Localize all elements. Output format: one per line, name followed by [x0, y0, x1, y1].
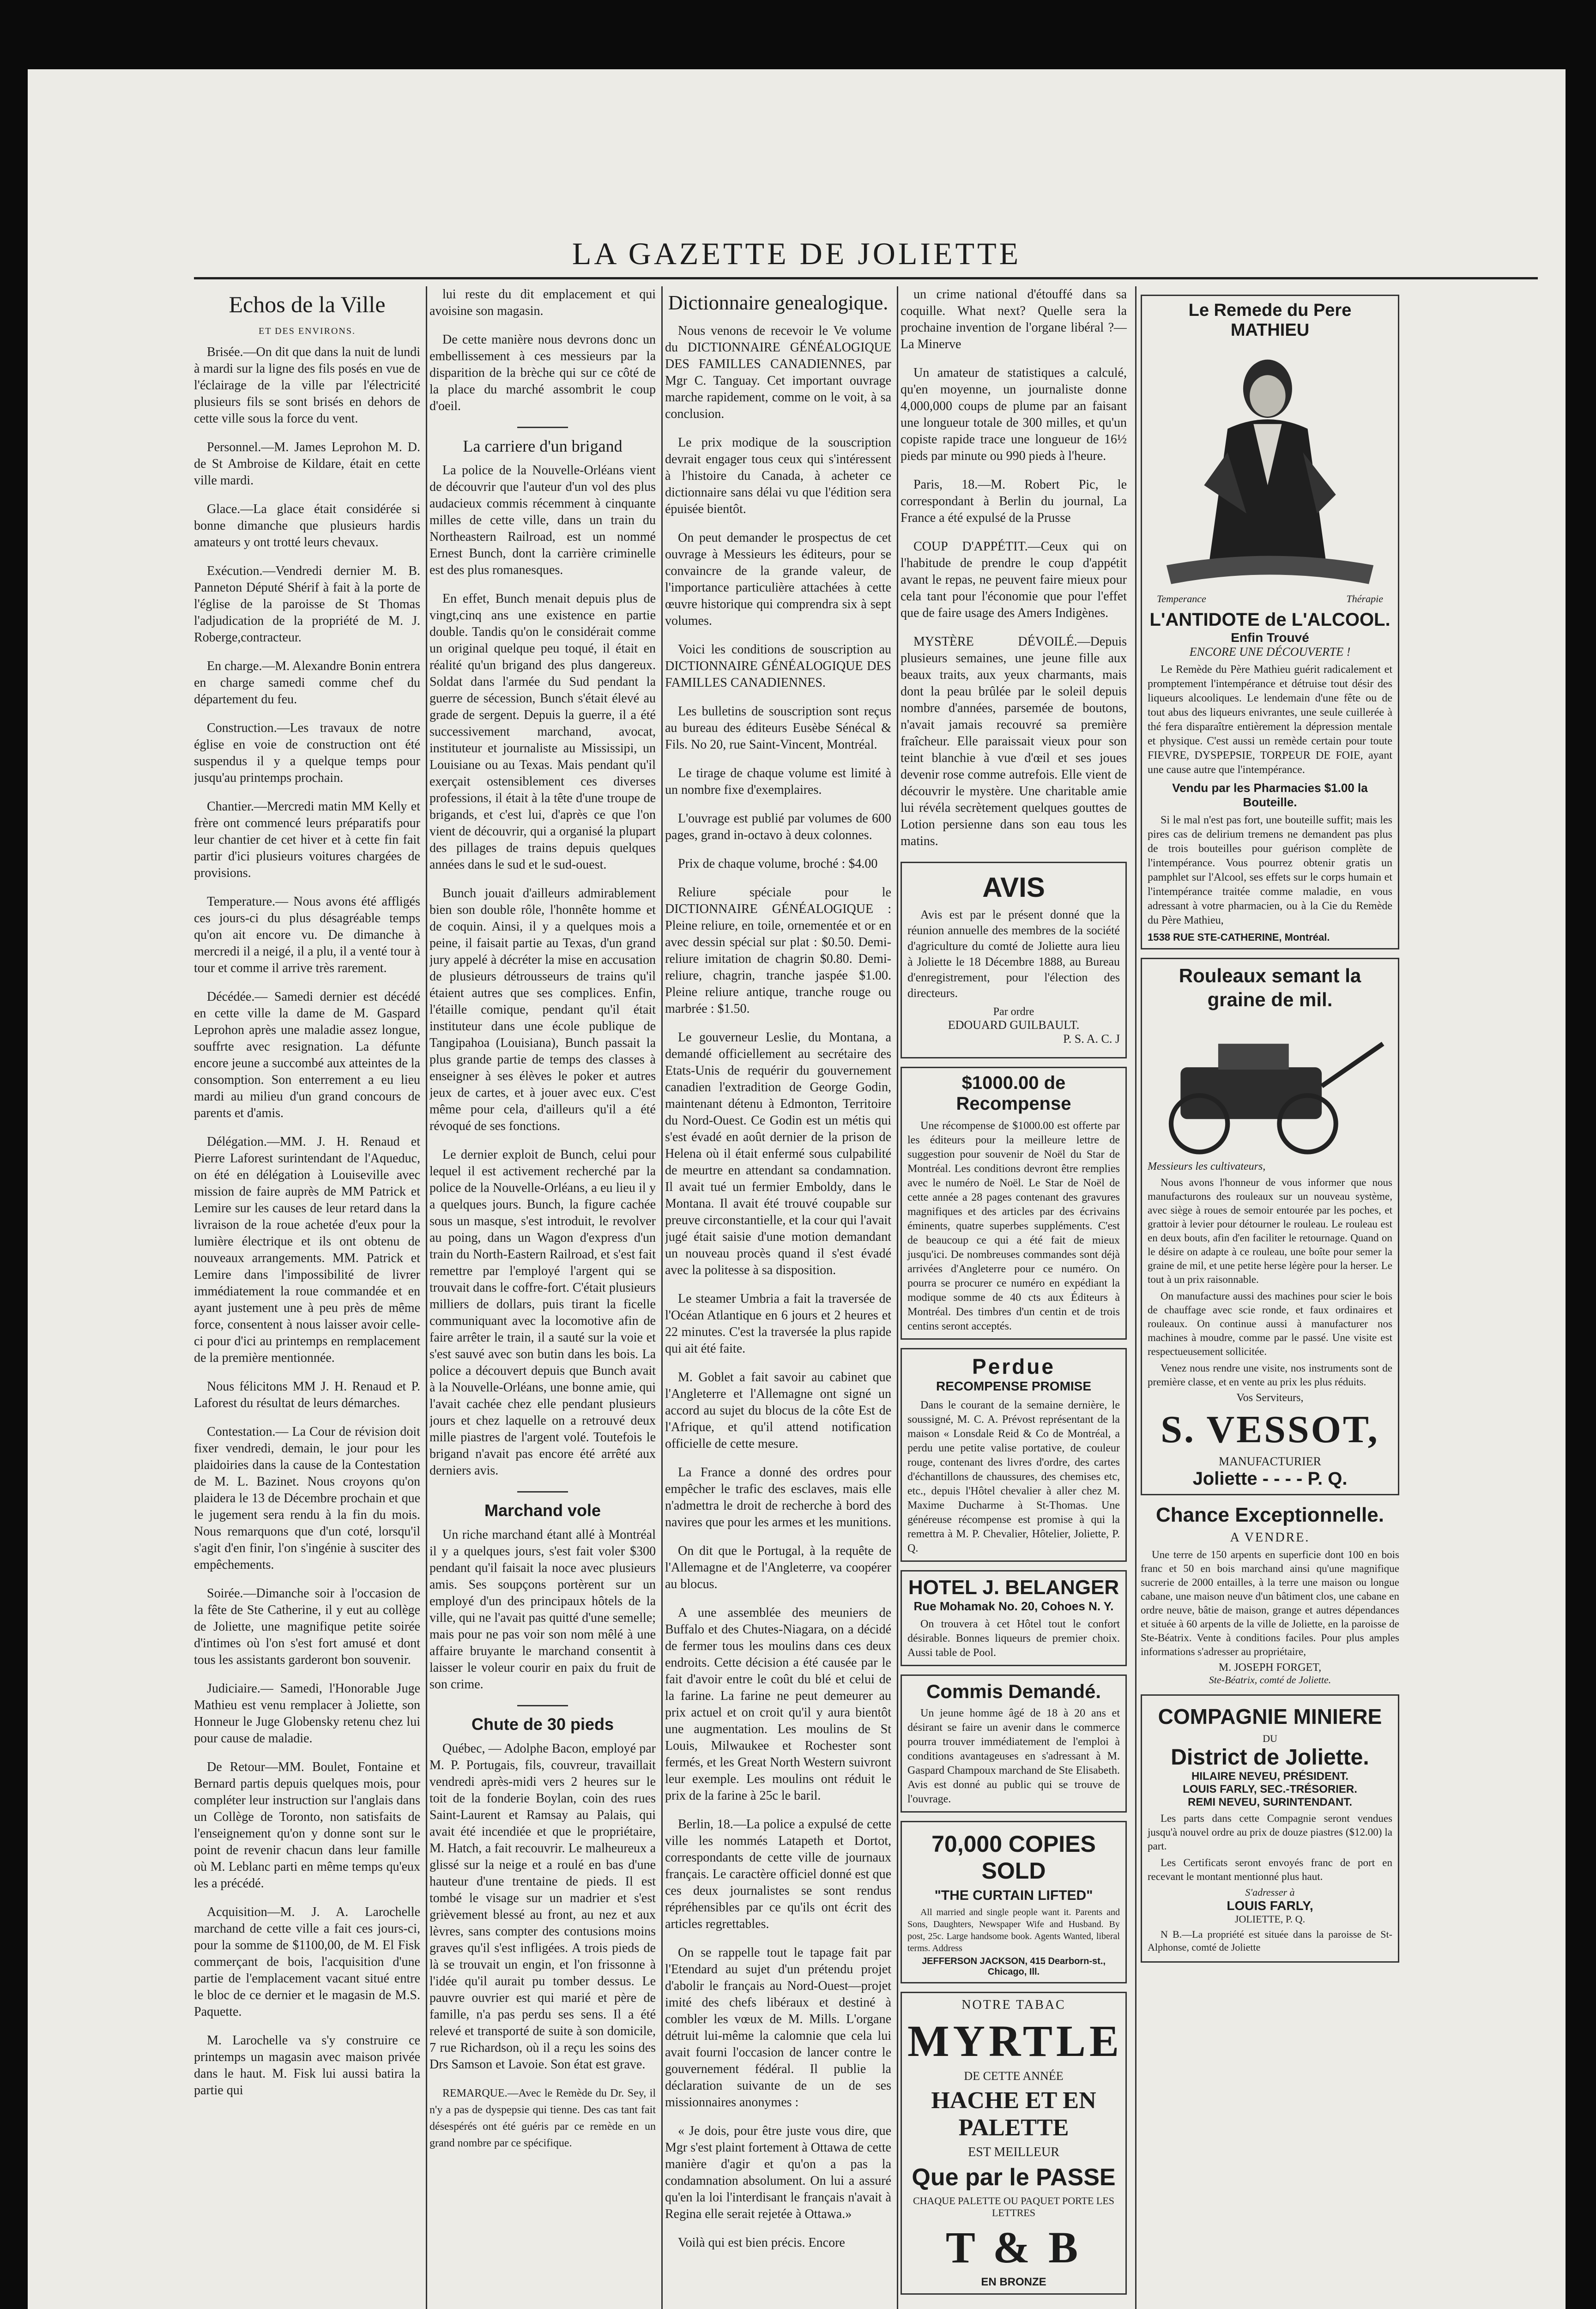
column4-top-paragraphs [901, 286, 1127, 850]
article-paragraph: Les bulletins de souscription sont reçus au bureau des éditeurs Eusèbe Sénécal & Fils. No 20, rue Saint-Vincent, Montréal. [665, 704, 891, 752]
hotel-address: Rue Mohamak No. 20, Cohoes N. Y. [913, 1599, 1114, 1613]
column-5-ads [1141, 286, 1399, 1971]
perdue-text: Dans le courant de la semaine dernière, le soussigné, M. C. A. Prévost représentant de la maison « Lonsdale Reid & Co de Montréal, a perdu une petite valise portative, de couleur rouge, contenant des livres d'ordre, des cartes d'échantillons de chaussures, des chemises etc, etc., depuis l'Hôtel chevalier à aller chez M. Maxime Ducharme à St-Thomas. Une généreuse récompense est promise à qui la remettra à M. P. Chevalier, Hôtelier, Joliette, P. Q. [907, 1399, 1120, 1554]
article-paragraph: Voilà qui est bien précis. Encore [678, 2236, 845, 2250]
tabac-meilleur: EST MEILLEUR [968, 2145, 1059, 2159]
recompense-text: Une récompense de $1000.00 est offerte par les éditeurs pour la meilleure lettre de suggestion pour souvenir de Noël du Star de Montréal. Les conditions devront être remplies avec le numéro de Noël. Le Star de Noël de cette année a 28 pages contenant des gravures magnifiques et des articles par des écrivains éminents, quatre superbes suppléments. C'est de beaucoup ce qui a été fait de mieux jusqu'ici. De nombreuses commandes sont déjà arrivées d'Angleterre pour ce numéro. On pourra se procurer ce numéro en expédiant la modique somme de 40 cts aux Éditeurs à Montréal. Des timbres d'un centin et de trois centins seront acceptés. [907, 1120, 1120, 1332]
column-2 [429, 286, 656, 2164]
tabac-name: MYRTLE [907, 2016, 1123, 2066]
parts-text: Les parts dans cette Compagnie seront vendues jusqu'à nouvel ordre au prix de douze piastres ($12.00) la part. [1148, 1812, 1392, 1852]
column-3 [665, 286, 891, 2263]
vendre-forget-place: Ste-Béatrix, comté de Joliette. [1209, 1674, 1331, 1686]
remede-box [1141, 295, 1399, 949]
commis-title: Commis Demandé. [926, 1680, 1101, 1702]
copies-subtitle: "THE CURTAIN LIFTED" [934, 1888, 1093, 1903]
echo-paragraph: Personnel.—M. James Leprohon M. D. de St Ambroise de Kildare, était en cette ville mardi. [194, 440, 420, 488]
echo-paragraph: Exécution.—Vendredi dernier M. B. Panneton Député Shérif à fait à la porte de l'église de la paroisse de St Thomas l'adjudication de la propriété de M. J. Roberge,contracteur. [194, 564, 420, 645]
rouleaux-text-2: On manufacture aussi des machines pour scier le bois de chauffage avec scie ronde, et faux ordinaires et rouleaux. On continue aussi à manufacturer nos machines à moudre, comme par le passé. Une visite est respectueusement sollicitée. [1148, 1290, 1392, 1357]
rouleaux-text-3: Venez nous rendre une visite, nos instruments sont de première classe, et en vente au prix les plus réduits. [1148, 1362, 1392, 1388]
avis-text: Avis est par le présent donné que la réunion annuelle des membres de la société d'agriculture du comté de Joliette aura lieu à Joliette le 18 Décembre 1888, au Bureau d'enregistrement, pour l'élection des directeurs. [907, 908, 1120, 1000]
hotel-title: HOTEL J. BELANGER [908, 1576, 1119, 1599]
article-paragraph: De cette manière nous devrons donc un embellissement à ces messieurs par la disparition de la brèche qui sur ce côté de la place du marché assombrit le coup d'oeil. [429, 332, 656, 413]
article-paragraph: « Je dois, pour être juste vous dire, que Mgr s'est plaint fortement à Ottawa de cette manière d'agir et qu'on a pas la condamnation absolument. On lui a assuré qu'en la loi l'interdisant le français n'avait à Regina elle serait rejetée à Ottawa.» [665, 2124, 891, 2221]
nb-text: N B.—La propriété est située dans la paroisse de St-Alphonse, comté de Joliette [1148, 1928, 1392, 1953]
article-paragraph: Québec, — Adolphe Bacon, employé par M. P. Portugais, fils, couvreur, travaillait vendredi après-midi vers 2 heures sur le toit de la fonderie Boylan, coin des rues Saint-Laurent et Ramsay au Palais, qui avait été incendiée et que le propriétaire, M. Hatch, a fait recouvrir. Le malheureux a glissé sur la neige et a roulé en bas d'une hauteur d'une trentaine de pieds. Il est tombé le visage sur un madrier et s'est grièvement blessé au front, au nez et aux lèvres, sans compter des contusions moins graves qu'il s'est infligées. A trois pieds de là se trouvait un engin, et l'on frissonne à l'idée qu'il aurait pu tomber dessus. Le pauvre ouvrier est qui marié et père de famille, n'a pas perdu ses sens. Il a été relevé et transporté de suite à son domicile, 7 rue Richardson, où il a reçu les soins des Drs Samson et Lavoie. Son état est grave. [429, 1741, 656, 2072]
chute-paragraphs [429, 1741, 656, 2073]
article-paragraph: Le steamer Umbria a fait la traversée de l'Océan Atlantique en 6 jours et 2 heures et 22 minutes. C'est la traversée la plus rapide qui ait été faite. [665, 1292, 891, 1356]
avis-par-ordre: Par ordre [993, 1006, 1034, 1018]
officer-line: HILAIRE NEVEU, PRÉSIDENT. [1191, 1770, 1349, 1783]
dictionnaire-paragraphs [665, 323, 891, 2251]
roller-machine-icon [1148, 1015, 1392, 1157]
tabac-box [901, 1992, 1127, 2295]
hotel-text: On trouvera à cet Hôtel tout le confort désirable. Bonnes liqueurs de premier choix. Aussi table de Pool. [907, 1618, 1120, 1659]
vessot-manufacturier: MANUFACTURIER [1219, 1454, 1321, 1468]
perdue-title: Perdue [972, 1354, 1055, 1378]
article-paragraph: On peut demander le prospectus de cet ouvrage à Messieurs les éditeurs, pour se convaincre de la grande valeur, de l'importance particulière attachées à cette œuvre historique qui comprendra six à sept volumes. [665, 531, 891, 628]
echo-paragraph: Construction.—Les travaux de notre église en voie de construction ont été suspendus il y a quelque temps pour jusqu'au printemps prochain. [194, 721, 420, 785]
echo-paragraph: Soirée.—Dimanche soir à l'occasion de la fête de Ste Catherine, il y eut au collège de Joliette, une magnifique petite soirée d'intimes où l'on s'est fort amusé et dont tous les assistants garderont bon souvenir. [194, 1586, 420, 1667]
remede-text-2: Si le mal n'est pas fort, une bouteille suffit; mais les pires cas de delirium tremens ne demandent pas plus de trois bouteilles pour guérison complète de l'intempérance. Vous pourrez obtenir gratis un pamphlet sur l'Alcool, ses effets sur le corps humain et l'intempérance traitée comme maladie, en vous adressant à votre pharmacien, ou à la Cie du Remède du Père Mathieu, [1148, 814, 1392, 926]
certificats-text: Les Certificats seront envoyés franc de port en recevant le montant mentionné plus haut. [1148, 1856, 1392, 1882]
remede-text: Le Remède du Père Mathieu guérit radicalement et promptement l'intempérance et détruise tout désir des liqueurs alcooliques. Le lendemain d'une fête ou de tout abus des liqueurs enivrantes, une seule cuillerée à thé fera disparaître entièrement la dépression mentale et physique. C'est aussi un remède certain pour toute FIEVRE, DYSPEPSIE, TORPEUR DE FOIE, ayant une cause autre que l'intempérance. [1148, 663, 1392, 776]
echo-paragraph: M. Larochelle va s'y construire ce printemps un magasin avec maison privée dans le haut. M. Fisk lui aussi batira la partie qui [194, 2033, 420, 2097]
article-paragraph: La France a donné des ordres pour empêcher le trafic des esclaves, mais elle n'admettra le droit de recherche à bord des navires que pour les armes et les munitions. [665, 1465, 891, 1529]
separator [517, 1705, 568, 1706]
remede-vendu: Vendu par les Pharmacies $1.00 la Bouteille. [1172, 780, 1368, 809]
rouleaux-text: Nous avons l'honneur de vous informer que nous manufacturons des rouleaux sur un nouveau système, avec siège à roues de semoir entourée par les poches, et grattoir à levier pour détourner le rouleau. Le rouleau est en deux bouts, afin d'en faciliter le retournage. Quand on le désire on adapte à ce rouleau, une boîte pour semer la graine de mil, et une petite herse légère pour la herser. Le tout à un prix raisonnable. [1148, 1176, 1392, 1285]
perdue-subtitle: RECOMPENSE PROMISE [936, 1379, 1092, 1393]
column-divider [1135, 286, 1137, 2309]
echo-paragraph: Brisée.—On dit que dans la nuit de lundi à mardi sur la ligne des fils posés en vue de l'éclairage de la ville par l'électricité plusieurs fils se sont brisés en dehors de cette ville sous la force du vent. [194, 345, 420, 426]
headline-brigand: La carriere d'un brigand [463, 437, 623, 455]
avis-signature-initials: P. S. A. C. J [1063, 1032, 1120, 1046]
article-paragraph: COUP D'APPÉTIT.—Ceux qui on l'habitude de prendre le coup d'appétit avant le repas, ne peuvent faire mieux pour cela tant pour l'économie que pour l'effet que de faire usage des Amers Indigènes. [901, 539, 1127, 620]
article-paragraph: On dit que le Portugal, à la requête de l'Allemagne et de l'Angleterre, va coopérer au blocus. [665, 1544, 891, 1591]
masthead-rule [194, 277, 1538, 279]
vendre-title: A VENDRE. [1230, 1530, 1310, 1545]
echo-paragraph: Acquisition—M. J. A. Larochelle marchand de cette ville a fait ces jours-ci, pour la somme de $1100,00, de M. El Fisk commerçant de bois, l'acquisition d'une partie de l'emplacement vacant situé entre le bloc de ce dernier et le magasin de M.S. Paquette. [194, 1905, 420, 2019]
remede-address: 1538 RUE STE-CATHERINE, Montréal. [1148, 931, 1330, 943]
article-paragraph: un crime national d'étouffé dans sa coquille. What next? Quelle sera la prochaine invention de l'organe libéral ?—La Minerve [901, 287, 1127, 351]
rouleaux-greeting: Messieurs les cultivateurs, [1148, 1160, 1266, 1173]
column2-top-paragraphs [429, 286, 656, 415]
echo-paragraph: Nous félicitons MM J. H. Renaud et P. Laforest du résultat de leurs démarches. [194, 1379, 420, 1410]
pere-mathieu-portrait-icon [1148, 344, 1392, 608]
article-paragraph: lui reste du dit emplacement et qui avoisine son magasin. [429, 287, 656, 318]
section-title-dictionnaire: Dictionnaire genealogique. [668, 291, 889, 314]
officer-line: LOUIS FARLY, SEC.-TRÉSORIER. [1183, 1783, 1357, 1795]
separator [517, 1491, 568, 1493]
echo-paragraph: Contestation.— La Cour de révision doit fixer vendredi, demain, le jour pour les plaidoiries dans la cause de la Contestation de M. L. Bazinet. Nous croyons qu'on plaidera le 13 de Décembre prochain et que le jugement sera rendu à la fin du mois. Nous remarquons que d'un coté, lorsqu'il s'agit d'en finir, l'on s'ingénie à susciter des empêchements. [194, 1425, 420, 1572]
farly-name: LOUIS FARLY, [1227, 1898, 1313, 1913]
article-paragraph: M. Goblet a fait savoir au cabinet que l'Angleterre et l'Allemagne ont signé un accord au sujet du blocus de la côte Est de l'Afrique, et qu'il attend notification officielle de cette mesure. [665, 1370, 891, 1451]
masthead: LA GAZETTE DE JOLIETTE [572, 236, 1022, 271]
compagnie-district: District de Joliette. [1171, 1745, 1369, 1770]
article-paragraph: Le tirage de chaque volume est limité à un nombre fixe d'exemplaires. [665, 766, 891, 797]
tabac-chaque: CHAQUE PALETTE OU PAQUET PORTE LES LETTRES [913, 2195, 1115, 2218]
article-paragraph: La police de la Nouvelle-Orléans vient de découvrir que l'auteur d'un vol des plus audacieux commis récemment à cinquante milles de cette ville, dans un train du Northeastern Railroad, est un nommé Ernest Bunch, dont la carrière criminelle est des plus romanesques. [429, 463, 656, 577]
marchand-paragraphs [429, 1527, 656, 1693]
banner-left: Temperance [1157, 592, 1206, 604]
article-paragraph: L'ouvrage est publié par volumes de 600 pages, grand in-octavo à deux colonnes. [665, 811, 891, 842]
tabac-notre: NOTRE TABAC [961, 1998, 1066, 2012]
article-paragraph: Un riche marchand étant allé à Montréal il y a quelques jours, s'est fait voler $300 pendant qu'il faisait la noce avec plusieurs amis. Ses soupçons portèrent sur un employé d'un des principaux hôtels de la ville, qui ne l'avait pas quitté d'une semelle; mais pour ne pas voir son nom mêlé à une affaire bruyante le marchand consentit à laisser le voleur courir en paix du fruit de son crime. [429, 1528, 656, 1692]
article-paragraph: Voici les conditions de souscription au DICTIONNAIRE GÉNÉALOGIQUE DES FAMILLES CANADIENNES. [665, 642, 891, 690]
recompense-title: $1000.00 de Recompense [956, 1073, 1071, 1114]
copies-text: All married and single people want it. Parents and Sons, Daughters, Newspaper Wife and Husband. By post, 25c. Large handsome book. Agents Wanted, liberal terms. Address [907, 1907, 1120, 1953]
recompense-box [901, 1067, 1127, 1340]
article-paragraph: A une assemblée des meuniers de Buffalo et des Chutes-Niagara, on a décidé de fermer tous les moulins dans ces deux endroits. Cette décision a été causée par le fait d'avoir entre le coût du blé et celui de la farine. La farine ne peut demeurer au prix actuel et on croit qu'il y aura bientôt une augmentation. Les moulins de St Louis, Milwaukee et Rochester sont fermés, et les Great North Western suivront leur exemple. Les moulins ont réduit le prix de la farine à 25c le baril. [665, 1606, 891, 1803]
compagnie-box [1141, 1694, 1399, 1963]
echo-paragraph: Décédée.— Samedi dernier est décédé en cette ville la dame de M. Gaspard Leprohon après une maladie assez longue, souffrte avec resignation. La défunte encore jeune a succombé aux atteintes de la consomption. Son enterrement a eu lieu mardi au milieu d'un grand concours de parents et d'amis. [194, 990, 420, 1120]
avis-box [901, 862, 1127, 1058]
echo-paragraph: Temperature.— Nous avons été affligés ces jours-ci du plus désagréable temps qu'on ait encore vu. De dimanche à mercredi il a neigé, il a plu, il a venté tour à tour et comme il arrive très rarement. [194, 895, 420, 975]
article-paragraph: Nous venons de recevoir le Ve volume du DICTIONNAIRE GÉNÉALOGIQUE DES FAMILLES CANADIENNES, par Mgr C. Tanguay. Cet important ouvrage marche rapidement, comme on le voit, à sa conclusion. [665, 324, 891, 421]
compagnie-title: COMPAGNIE MINIERE [1158, 1704, 1382, 1729]
echos-paragraphs [194, 344, 420, 2099]
echo-paragraph: Glace.—La glace était considérée si bonne dimanche que plusieurs hardis amateurs y ont trotté leurs chevaux. [194, 502, 420, 550]
tabac-bronze: EN BRONZE [981, 2276, 1046, 2288]
commis-text: Un jeune homme âgé de 18 à 20 ans et désirant se faire un avenir dans le commerce pourra trouver immédiatement de l'emploi à conditions avantageuses en s'adressant à M. Gaspard Champoux marchand de Ste Elisabeth. Avis est donné au public qui se trouve de l'ouvrage. [907, 1707, 1120, 1805]
chance-title: Chance Exceptionnelle. [1156, 1503, 1384, 1526]
officer-line: REMI NEVEU, SURINTENDANT. [1187, 1795, 1353, 1808]
perdue-box [901, 1348, 1127, 1562]
echo-paragraph: Délégation.—MM. J. H. Renaud et Pierre Laforest surintendant de l'Aqueduc, on été en délégation à Louiseville avec mission de faire auprès de MM Patrick et Lemire sur les causes de leur retard dans la livraison de la roue achetée d'eux pour la lumière électrique et ils ont obtenu de nouveaux arrangements. MM. Patrick et Lemire dans l'impossibilité de livrer immédiatement la roue commandée et en ayant justement une à peu près de même force, consentent à nous laisser avoir celle-ci pour d'ici au printemps en remplacement de la première mentionnée. [194, 1135, 420, 1365]
article-paragraph: Prix de chaque volume, broché : $4.00 [678, 857, 878, 871]
copies-box [901, 1821, 1127, 1983]
rouleaux-title: Rouleaux semant la graine de mil. [1179, 964, 1361, 1010]
column-divider [897, 286, 898, 2309]
brigand-paragraphs [429, 462, 656, 1479]
article-paragraph: Le gouverneur Leslie, du Montana, a demandé officiellement au secrétaire des Etats-Unis de requérir du gouvernement canadien l'extradition de George Godin, maintenant détenu à Edmonton, Territoire du Nord-Ouest. Ce Godin est un métis qui s'est évadé en août dernier de la prison de Helena où il était enfermé sous culpabilité de meurtre en attendant sa condamnation. Il avait tué un fermier Emboldy, dans le Montana. Il avait été trouvé coupable sur preuve circonstantielle, et la cour qui l'avait jugé était saisie d'une motion demandant un nouveau procès quand il s'est évadé avec la politesse à sa disposition. [665, 1030, 891, 1277]
echo-paragraph: Chantier.—Mercredi matin MM Kelly et frère ont commencé leurs préparatifs pour leur chantier de cet hiver et à cette fin fait partir d'ici plusieurs voitures chargées de provisions. [194, 799, 420, 880]
echo-paragraph: En charge.—M. Alexandre Bonin entrera en charge samedi comme chef du département du feu. [194, 659, 420, 707]
separator [517, 427, 568, 428]
hotel-box [901, 1570, 1127, 1666]
vessot-name: S. VESSOT, [1161, 1408, 1379, 1451]
rouleaux-vos-serviteurs: Vos Serviteurs, [1236, 1391, 1304, 1404]
avis-title: AVIS [982, 872, 1045, 903]
antidote-title: L'ANTIDOTE de L'ALCOOL. [1149, 609, 1390, 630]
farly-place: JOLIETTE, P. Q. [1234, 1913, 1306, 1925]
antidote-decouverte: ENCORE UNE DÉCOUVERTE ! [1189, 645, 1351, 659]
adresser-label: S'adresser à [1245, 1886, 1295, 1898]
avis-signature: EDOUARD GUILBAULT. [948, 1018, 1080, 1032]
article-paragraph: Berlin, 18.—La police a expulsé de cette ville les nommés Latapeth et Dortot, correspondants de cette ville de journaux français. Le caractère officiel donné est que ces deux journalistes se sont rendus répréhensibles par ce qu'ils ont écrit des articles regrettables. [665, 1817, 891, 1931]
tabac-tb: T & B [945, 2223, 1082, 2272]
tabac-passe: Que par le PASSE [912, 2164, 1116, 2191]
echo-paragraph: De Retour—MM. Boulet, Fontaine et Bernard partis depuis quelques mois, pour compléter leur instruction sur l'anglais dans un Collège de Toronto, non satisfaits de l'enseignement qu'on y donne sont sur le point de revenir chacun dans leur famille où M. Leblanc parti en même temps qu'eux les a précédé. [194, 1760, 420, 1891]
article-paragraph: Un amateur de statistiques a calculé, qu'en moyenne, un journaliste donne 4,000,000 coups de plume par an faisant une longueur totale de 300 milles, et qu'un copiste rapide trace une longueur de 16½ pieds par minute ou 990 pieds à l'heure. [901, 366, 1127, 463]
article-paragraph: MYSTÈRE DÉVOILÉ.—Depuis plusieurs semaines, une jeune fille aux beaux traits, aux yeux charmants, mais dont la peau brûlée par le soleil depuis nombre d'années, parsemée de boutons, n'avait jamais recouvré sa première fraîcheur. Elle paraissait vieux pour son teint blanchie à vue d'œil et ses joues devenir rose comme autrefois. Elle vient de découvrir le mystère. Une charitable amie lui révéla secrètement quelques gouttes de Lotion persienne dans son eau tous les matins. [901, 635, 1127, 848]
compagnie-officers [1148, 1770, 1392, 1809]
headline-marchand: Marchand vole [484, 1501, 601, 1520]
vendre-text: Une terre de 150 arpents en superficie dont 100 en bois franc et 50 en bois marchand ainsi qu'une magnifique sucrerie de 2000 entailles, à la terre une maison ou longue cabane, une maison neuve d'un bâtiment clos, une cabane en ordre neuve, bâtie de maison, grange et autres dépendances et située à 60 arpents de la ville de Joliette, en la paroisse de Ste-Béatrix. Vente à conditions faciles. Pour plus amples informations s'adresser au propriétaire, [1141, 1548, 1399, 1657]
remarque-note: REMARQUE.—Avec le Remède du Dr. Sey, il n'y a pas de dyspepsie qui tienne. Des cas tant fait désespérés ont été guéris par ce remède en un grand nombre par ce spécifique. [429, 2087, 656, 2149]
tabac-hache: HACHE ET EN PALETTE [931, 2087, 1096, 2141]
article-paragraph: Reliure spéciale pour le DICTIONNAIRE GÉNÉALOGIQUE : Pleine reliure, en toile, ornementée et or en avec dessin spécial sur plat : $0.50. Demi-reliure imitation de chagrin $0.80. Demi-reliure, chagrin, tranche jaspée $1.00. Pleine reliure antique, tranche rouge ou marbrée : $1.50. [665, 885, 891, 1016]
echo-paragraph: Judiciaire.— Samedi, l'Honorable Juge Mathieu est venu remplacer à Joliette, son Honneur le Juge Globensky retenu chez lui pour cause de maladie. [194, 1681, 420, 1746]
article-paragraph: On se rappelle tout le tapage fait par l'Etendard au sujet d'un prétendu projet d'abolir le français au Nord-Ouest—projet imité des chefs libéraux et destiné à combler les vœux de M. Mills. L'organe détruit lui-même la calomnie que cela lui avait fourni l'occasion de lancer contre le gouvernement fédéral. Il publie la déclaration suivante de un de ses missionnaires anonymes : [665, 1946, 891, 2110]
headline-chute: Chute de 30 pieds [471, 1715, 614, 1734]
banner-right: Thérapie [1346, 592, 1383, 604]
tabac-annee: DE CETTE ANNÉE [964, 2069, 1064, 2083]
section-title-echos: Echos de la Ville [229, 291, 386, 317]
newspaper-page [28, 69, 1566, 2309]
compagnie-du: DU [1263, 1732, 1277, 1744]
section-subtitle: ET DES ENVIRONS. [259, 326, 356, 336]
article-paragraph: Le prix modique de la souscription devrait engager tous ceux qui s'intéressent à l'histoire du Canada, à acheter ce dictionnaire sans délai vu que l'édition sera épuisée bientôt. [665, 435, 891, 516]
column-echos [194, 286, 420, 2111]
article-paragraph: Le dernier exploit de Bunch, celui pour lequel il est activement recherché par la police de la Nouvelle-Orléans, a eu lieu il y a quelques jours. Bunch, la figure cachée sous un masque, s'est introduit, le revolver au poing, dans un Wagon d'express d'un train du North-Eastern Railroad, et s'est fait remettre par l'employé l'argent qui se trouvait dans le coffre-fort. C'était plusieurs milliers de dollars, puis tirant la ficelle communiquant avec la locomotive afin de faire arrêter le train, il a sauté sur la voie et s'est sauvé avec son butin dans les bois. La police a découvert depuis que Bunch avait à la Nouvelle-Orléans, une bonne amie, qui l'avait cachée chez elle pendant plusieurs jours et chez laquelle on a retrouvé deux mille piastres de l'argent volé. Toutefois le brigand n'avait pas encore été arrêté aux derniers avis. [429, 1148, 656, 1478]
article-paragraph: Bunch jouait d'ailleurs admirablement bien son double rôle, l'honnête homme et de coquin. Ainsi, il y a quelques mois a peine, il faisait partie au Texas, d'un grand jury appelé à décréter la mise en accusation de plusieurs détrousseurs de trains qu'il étaient autres que ses complices. Enfin, l'étaille comique, pendant qu'il était instituteur dans une école publique de Tangipahoa (Louisiana), Bunch passait la plus grande partie de temps des classes à enseigner à ses élèves le poker et autres jeux de cartes, et à jouer avec eux. C'est même pour cela, d'ailleurs qu'il a été révoqué de ses fonctions. [429, 886, 656, 1133]
article-paragraph: En effet, Bunch menait depuis plus de vingt,cinq ans une existence en partie double. Tandis qu'on le considérait comme un original quelque peu toqué, il était en réalité qu'un brigand des plus dangereux. Soldat dans l'armée du Sud pendant la guerre de sécession, Bunch s'était élevé au grade de sergent. Depuis la guerre, il a été successivement marchand, avocat, instituteur et journaliste au Mississipi, un Louisiane ou au Texas. Mais pendant qu'il exerçait ostensiblement ces diverses professions, il était à la tête d'une troupe de brigands, et c'est lui, d'après ce que l'on vient de découvrir, qui a organisé la plupart des pillages de trains depuis quelques années dans le sud et le sud-ouest. [429, 592, 656, 872]
copies-title: 70,000 COPIES SOLD [931, 1831, 1096, 1884]
column-divider [426, 286, 427, 2309]
vessot-joliette: Joliette - - - - P. Q. [1192, 1468, 1348, 1489]
antidote-trouve: Enfin Trouvé [1231, 630, 1309, 645]
vendre-forget: M. JOSEPH FORGET, [1218, 1661, 1322, 1674]
article-paragraph: Paris, 18.—M. Robert Pic, le correspondant à Berlin du journal, La France a été expulsé de la Prusse [901, 478, 1127, 525]
column-4 [901, 286, 1127, 2303]
commis-box [901, 1674, 1127, 1813]
copies-address: JEFFERSON JACKSON, 415 Dearborn-st., Chicago, Ill. [922, 1956, 1106, 1977]
column-divider [661, 286, 663, 2309]
rouleaux-box [1141, 958, 1399, 1495]
remede-title: Le Remede du Pere MATHIEU [1188, 301, 1352, 340]
